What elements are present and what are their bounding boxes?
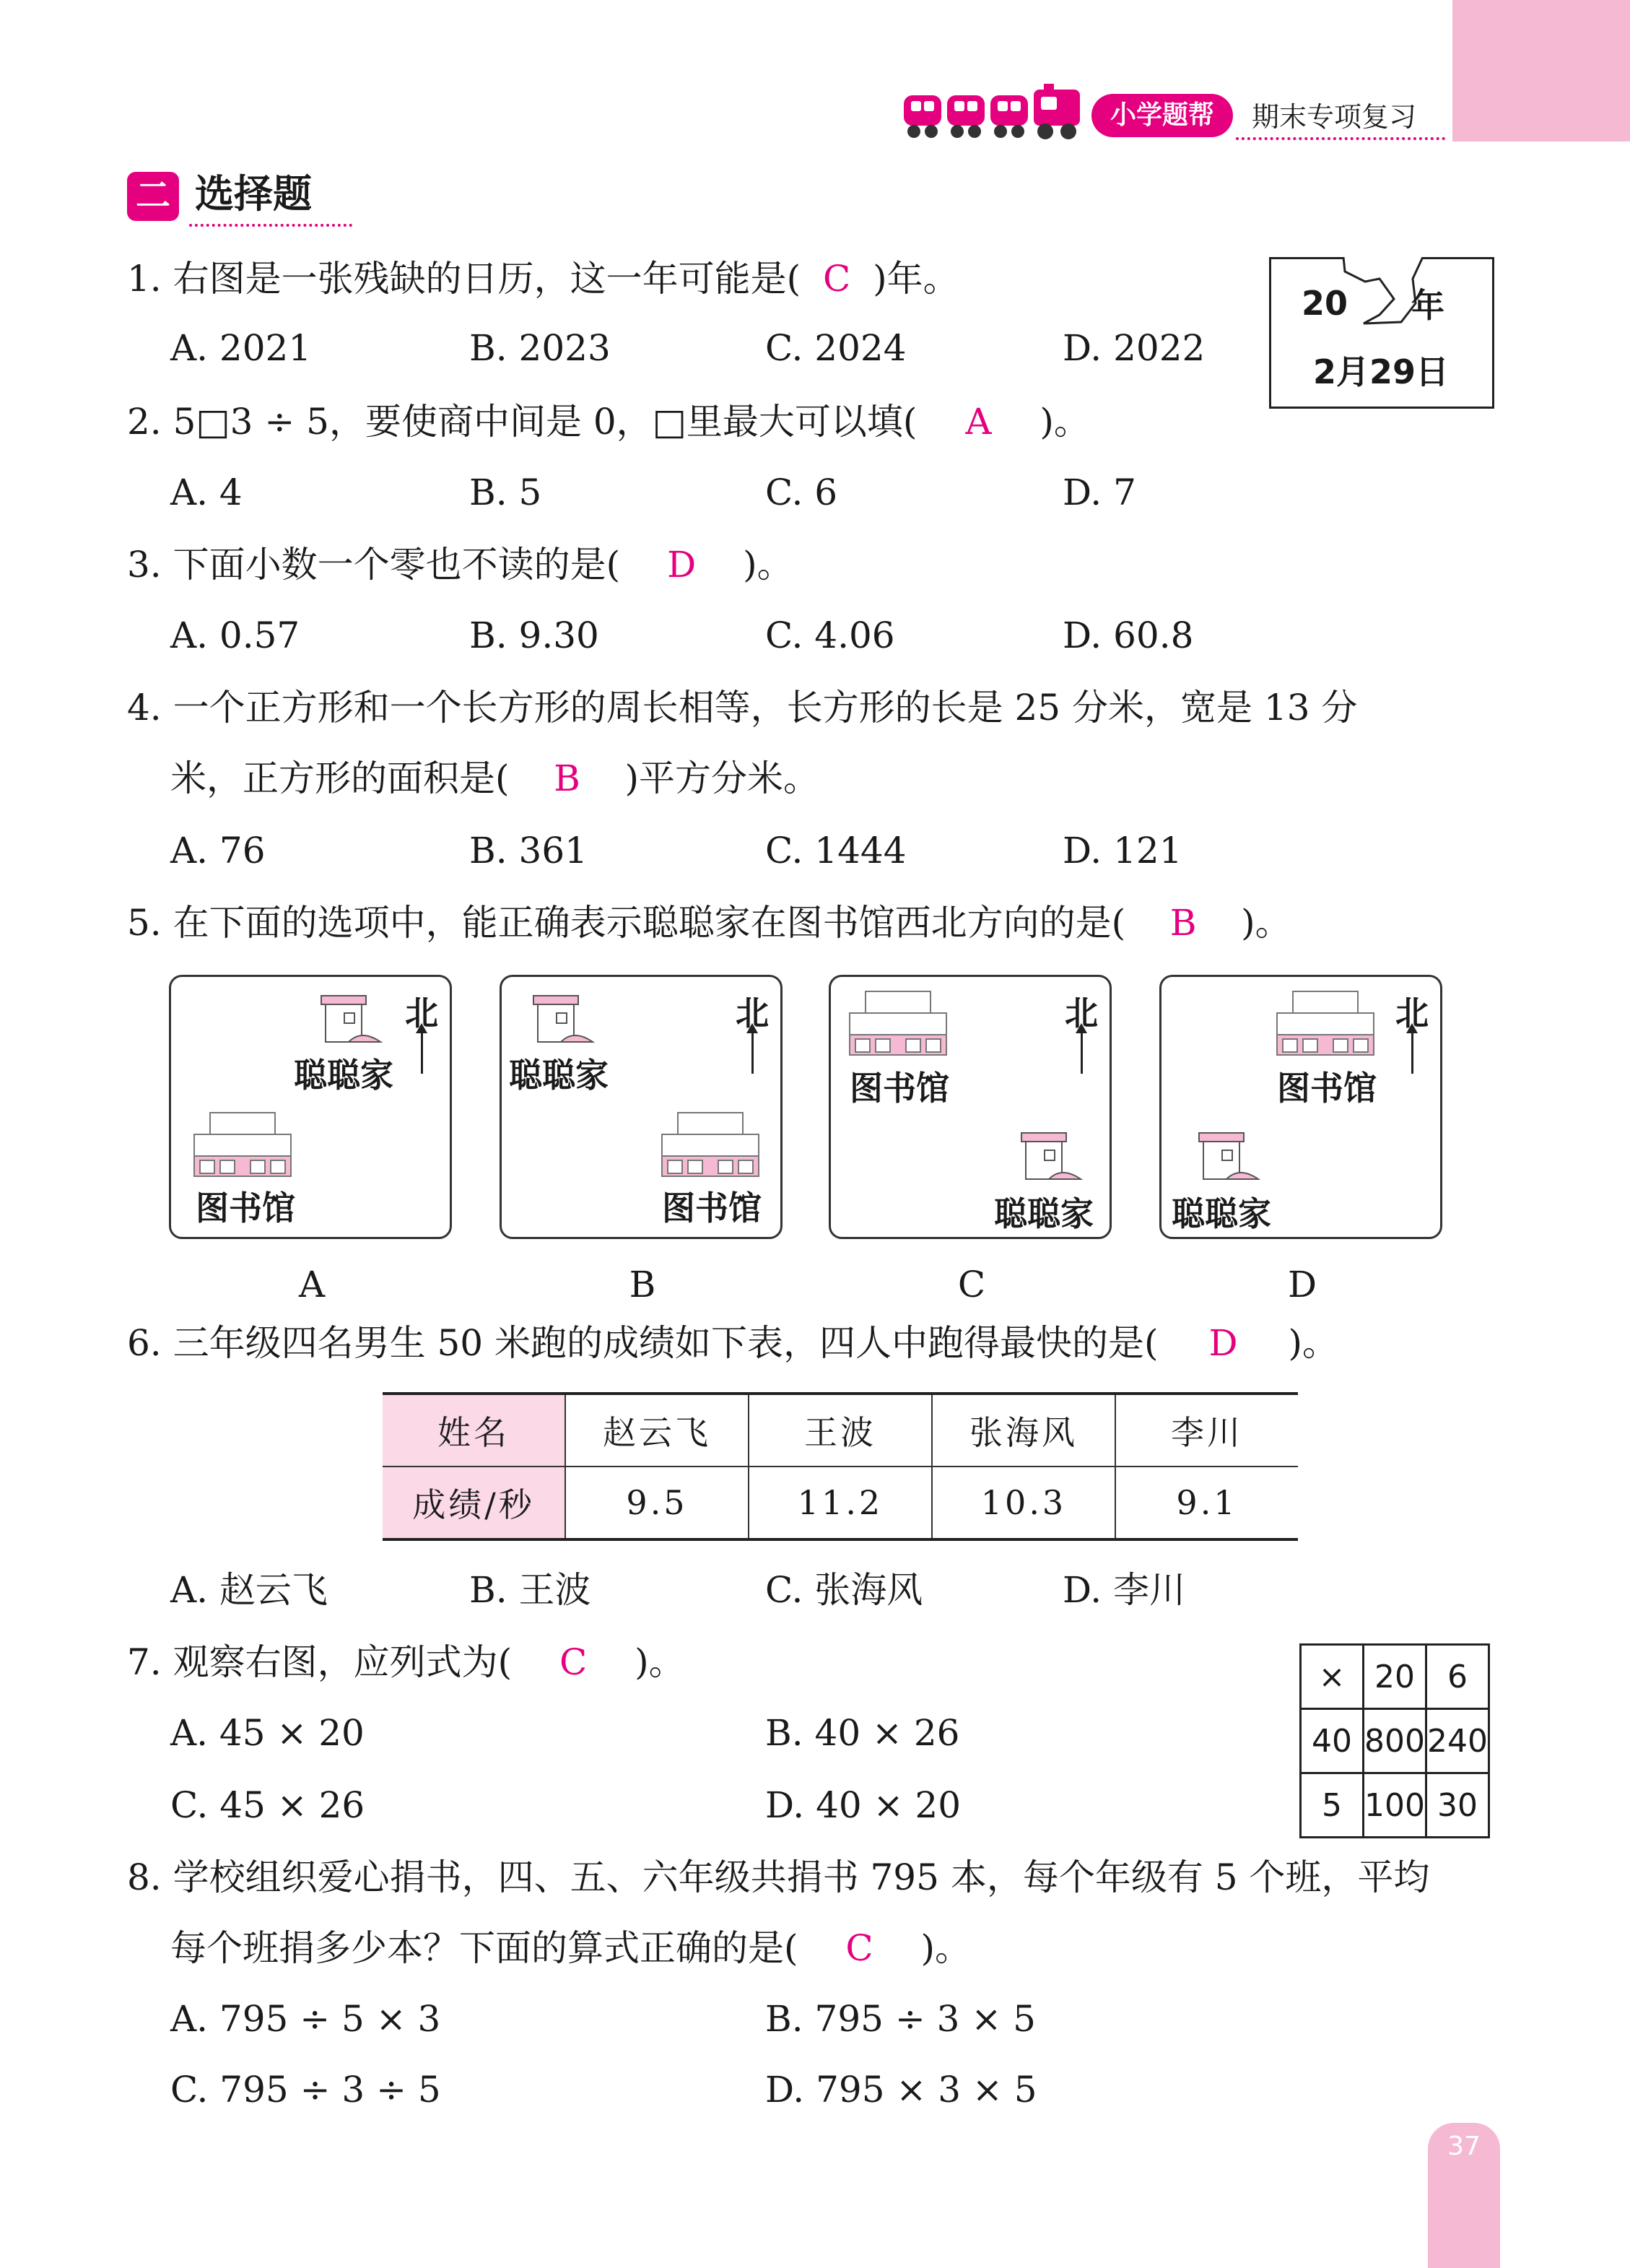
header-subtitle: 期末专项复习 (1252, 101, 1417, 133)
q7-option-b: B. 40 × 26 (765, 1712, 960, 1754)
section-number: 二 (127, 172, 179, 221)
q1-option-a: A. 2021 (170, 327, 312, 369)
q1-option-c: C. 2024 (765, 327, 907, 369)
table-cell: 姓名 (383, 1394, 565, 1467)
torn-calendar (1269, 257, 1494, 409)
table-cell: 11.2 (749, 1467, 932, 1539)
map-option-b (500, 975, 783, 1239)
table-cell: 赵云飞 (565, 1394, 749, 1467)
house-icon (1019, 1130, 1085, 1183)
grid-cell: 240 (1426, 1709, 1489, 1773)
library-label: 图书馆 (662, 1189, 762, 1228)
house-icon (531, 993, 597, 1046)
grid-cell: 6 (1426, 1645, 1489, 1709)
q3-option-a: A. 0.57 (170, 614, 300, 656)
home-label: 聪聪家 (509, 1056, 609, 1095)
question-2: 2. 5□3 ÷ 5，要使商中间是 0，□里最大可以填( A )。 (127, 401, 1090, 443)
house-icon (1196, 1130, 1263, 1183)
q2-option-b: B. 5 (469, 472, 542, 513)
map-option-d (1159, 975, 1442, 1239)
north-arrow-icon (751, 1027, 754, 1074)
section-title: 选择题 (195, 171, 312, 217)
table-row (383, 1394, 1298, 1467)
table-row (1301, 1773, 1489, 1838)
train-icon (902, 84, 1083, 142)
answer-4: B (554, 757, 580, 799)
grid-cell: 800 (1364, 1709, 1426, 1773)
map-letter-a: A (298, 1264, 326, 1305)
house-icon (318, 993, 385, 1046)
home-label: 聪聪家 (1172, 1194, 1271, 1233)
calendar-date: 2月29日 (1313, 352, 1450, 391)
brand-badge: 小学题帮 (1091, 94, 1233, 137)
north-arrow-icon (1411, 1027, 1413, 1074)
q8-option-a: A. 795 ÷ 5 × 3 (170, 1998, 441, 2040)
q2-option-c: C. 6 (765, 472, 838, 513)
question-6: 6. 三年级四名男生 50 米跑的成绩如下表，四人中跑得最快的是( D )。 (127, 1322, 1339, 1364)
library-label: 图书馆 (850, 1069, 949, 1108)
library-icon (1271, 989, 1380, 1058)
question-4-line-1: 4. 一个正方形和一个长方形的周长相等，长方形的长是 25 分米，宽是 13 分 (127, 687, 1358, 729)
table-cell: 李川 (1115, 1394, 1298, 1467)
q1-option-d: D. 2022 (1063, 327, 1206, 369)
answer-3: D (667, 544, 697, 586)
map-letter-d: D (1287, 1264, 1317, 1305)
calendar-year-prefix: 20 (1302, 284, 1348, 323)
map-letter-c: C (957, 1264, 986, 1305)
grid-cell: 5 (1301, 1773, 1364, 1838)
q6-option-a: A. 赵云飞 (170, 1569, 328, 1611)
table-row (1301, 1645, 1489, 1709)
grid-cell: 40 (1301, 1709, 1364, 1773)
table-cell: 张海风 (932, 1394, 1115, 1467)
question-4-line-2: 米，正方形的面积是( B )平方分米。 (170, 757, 820, 799)
q4-option-a: A. 76 (170, 830, 266, 872)
library-label: 图书馆 (1277, 1069, 1377, 1108)
q3-option-d: D. 60.8 (1063, 614, 1194, 656)
north-label: 北 (736, 994, 769, 1033)
q8-option-d: D. 795 × 3 × 5 (765, 2069, 1037, 2111)
q7-option-a: A. 45 × 20 (170, 1712, 365, 1754)
library-icon (188, 1110, 297, 1179)
calendar-year-suffix: 年 (1411, 286, 1444, 325)
question-5: 5. 在下面的选项中，能正确表示聪聪家在图书馆西北方向的是( B )。 (127, 902, 1291, 944)
map-option-c (829, 975, 1112, 1239)
q4-option-c: C. 1444 (765, 830, 907, 872)
library-label: 图书馆 (196, 1189, 295, 1228)
grid-cell: × (1301, 1645, 1364, 1709)
answer-8: C (845, 1927, 873, 1969)
q7-option-c: C. 45 × 26 (170, 1784, 365, 1826)
question-1: 1. 右图是一张残缺的日历，这一年可能是( C )年。 (127, 258, 959, 300)
table-cell: 10.3 (932, 1467, 1115, 1539)
grid-cell: 20 (1364, 1645, 1426, 1709)
q3-option-c: C. 4.06 (765, 614, 895, 656)
map-letter-b: B (629, 1264, 656, 1305)
q6-option-b: B. 王波 (469, 1569, 591, 1611)
table-cell: 王波 (749, 1394, 932, 1467)
answer-7: C (559, 1641, 588, 1683)
north-arrow-icon (1081, 1027, 1083, 1074)
question-8-line-2: 每个班捐多少本？下面的算式正确的是( C )。 (170, 1927, 972, 1969)
footer-pink-bar (1428, 2175, 1500, 2268)
q7-option-d: D. 40 × 20 (765, 1784, 962, 1826)
table-row (383, 1467, 1298, 1539)
grid-cell: 30 (1426, 1773, 1489, 1838)
answer-1: C (822, 258, 851, 300)
question-7: 7. 观察右图，应列式为( C )。 (127, 1641, 685, 1683)
q8-option-b: B. 795 ÷ 3 × 5 (765, 1998, 1036, 2040)
north-arrow-icon (421, 1027, 423, 1074)
library-icon (656, 1110, 764, 1179)
map-option-a (169, 975, 452, 1239)
q2-option-d: D. 7 (1063, 472, 1136, 513)
home-label: 聪聪家 (294, 1056, 393, 1095)
q3-option-b: B. 9.30 (469, 614, 599, 656)
multiplication-grid (1299, 1643, 1490, 1838)
q8-option-c: C. 795 ÷ 3 ÷ 5 (170, 2069, 441, 2111)
grid-cell: 100 (1364, 1773, 1426, 1838)
scores-table (383, 1392, 1298, 1541)
table-cell: 9.5 (565, 1467, 749, 1539)
q6-option-d: D. 李川 (1063, 1569, 1186, 1611)
answer-2: A (965, 401, 992, 443)
table-cell: 9.1 (1115, 1467, 1298, 1539)
header-pink-tab (1452, 0, 1630, 142)
q2-option-a: A. 4 (170, 472, 243, 513)
answer-5: B (1169, 902, 1197, 944)
answer-6: D (1208, 1322, 1238, 1364)
page-number: 37 (1428, 2123, 1500, 2175)
section-underline (189, 224, 352, 227)
table-cell: 成绩/秒 (383, 1467, 565, 1539)
north-label: 北 (1395, 994, 1429, 1033)
home-label: 聪聪家 (994, 1194, 1094, 1233)
library-icon (844, 989, 952, 1058)
q1-option-b: B. 2023 (469, 327, 611, 369)
q6-option-c: C. 张海风 (765, 1569, 923, 1611)
q4-option-d: D. 121 (1063, 830, 1182, 872)
header-dots (1236, 137, 1445, 140)
north-label: 北 (405, 994, 438, 1033)
question-8-line-1: 8. 学校组织爱心捐书，四、五、六年级共捐书 795 本，每个年级有 5 个班，平均 (127, 1856, 1430, 1898)
q4-option-b: B. 361 (469, 830, 588, 872)
table-row (1301, 1709, 1489, 1773)
question-3: 3. 下面小数一个零也不读的是( D )。 (127, 544, 793, 586)
north-label: 北 (1065, 994, 1098, 1033)
